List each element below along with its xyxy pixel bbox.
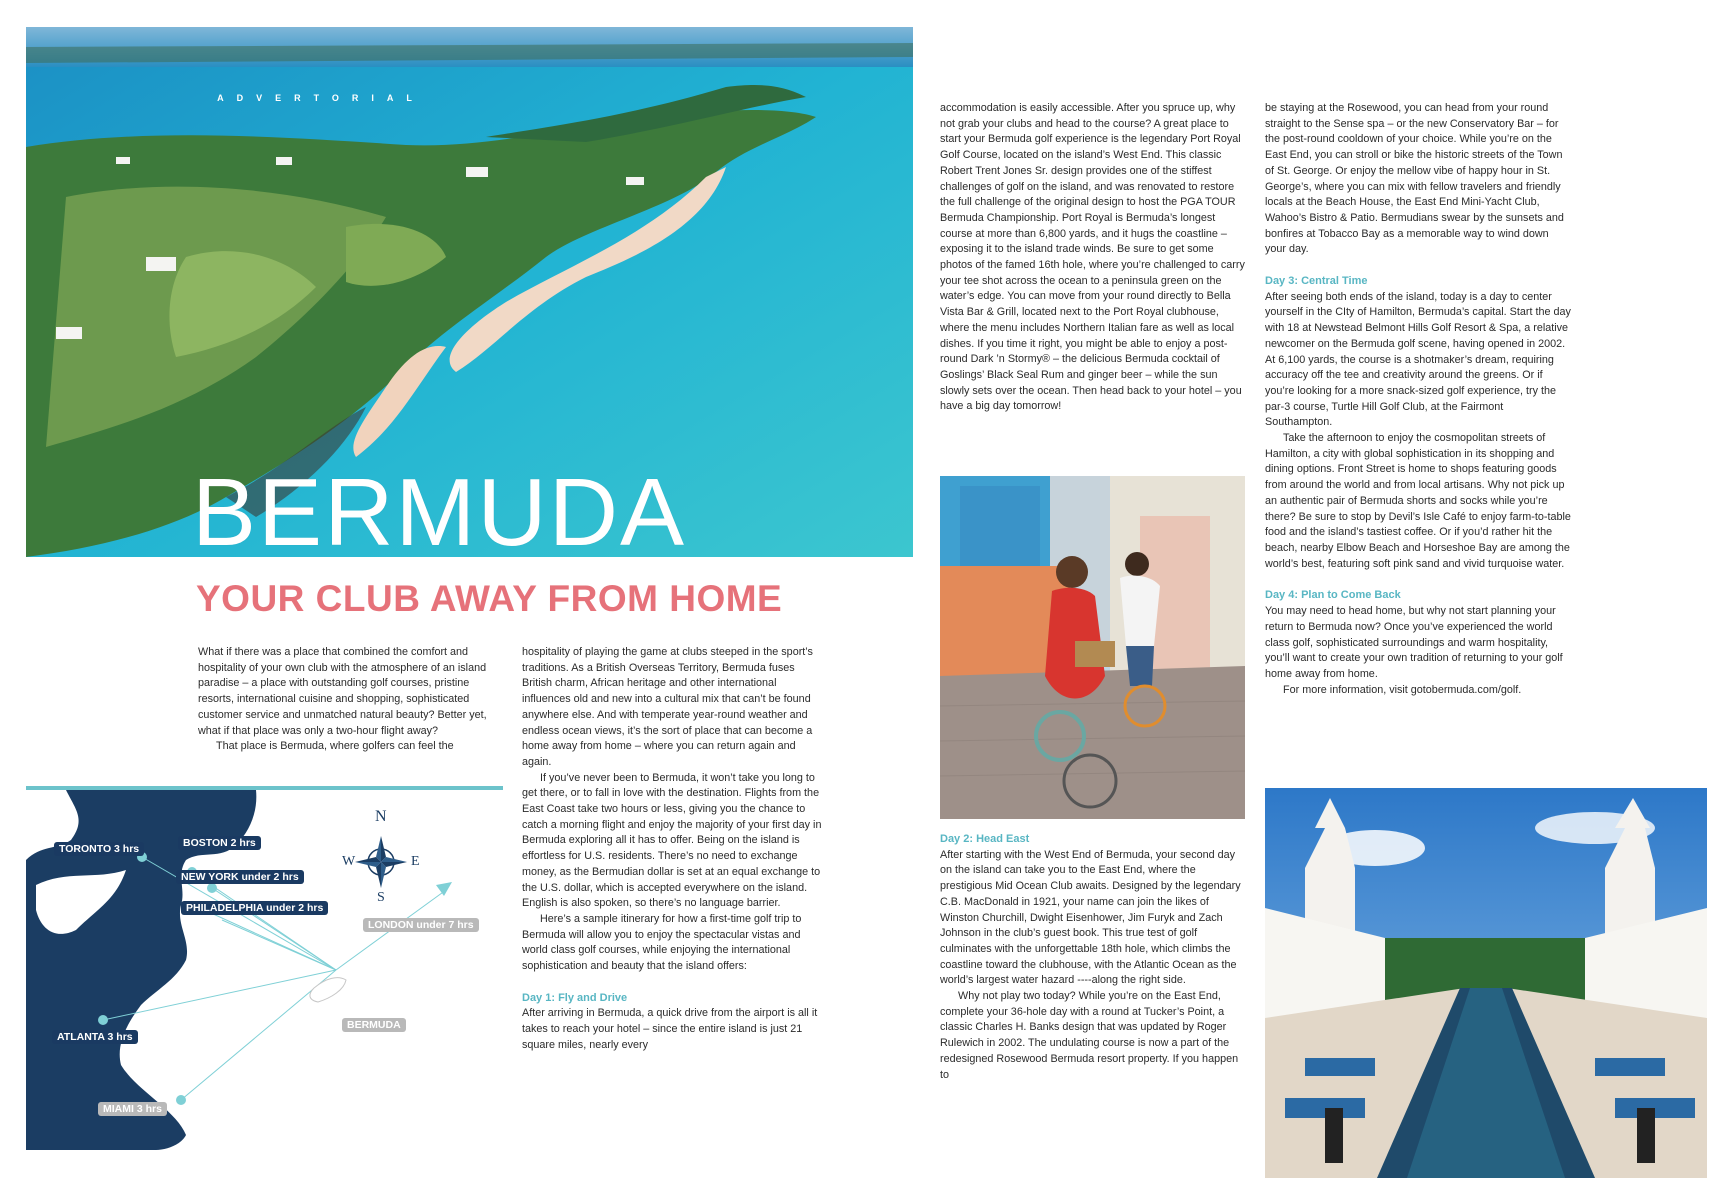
column4-paragraph-1: be staying at the Rosewood, you can head from your round straight to the Sense spa – or the new Conservatory Bar – for the post-round cooldown of your choice. While you’re on the East End, you can stroll or bike the historic streets of the Town of St. George. Or enjoy the mellow vibe of happy hour in St. George’s, where you can mix with fellow travelers and friendly locals at the Beach House, the East End Mini-Yacht Club, Wahoo’s Bistro & Patio. Bermudians swear by the sunsets and bonfires at Tobacco Bay as a memorable way to wind down your day. — [1265, 102, 1564, 256]
city-label-new-york: NEW YORK under 2 hrs — [176, 870, 304, 884]
advertorial-label: ADVERTORIAL — [217, 93, 425, 103]
intro-paragraph-2: That place is Bermuda, where golfers can feel the — [216, 740, 454, 753]
flight-times-map — [26, 790, 503, 1150]
day4-paragraph-1: You may need to head home, but why not start planning your return to Bermuda now? Once you’ve experienced the world class golf, sophisticated surroundings and warm hospitality, you’ll want to create your own tradition of returning to your golf home away from home. — [1265, 605, 1563, 680]
compass-east-label: E — [411, 854, 420, 869]
page-title: BERMUDA — [192, 459, 687, 557]
day3-paragraph-2: Take the afternoon to enjoy the cosmopolitan streets of Hamilton, a city with global sophistication in its shopping and dining options. Front Street is home to shops featuring goods from around the world and from local artisans. Why not pick up an authentic pair of Bermuda shorts and socks while you’re there? Be sure to stop by Devil’s Isle Café to enjoy farm-to-table food and the island’s tastiest coffee. Or if you’d rather hit the beach, nearby Elbow Beach and Horseshoe Bay are among the world’s best, featuring soft pink sand and vivid turquoise water. — [1265, 432, 1571, 570]
day4-paragraph-2: For more information, visit gotobermuda.com/golf. — [1283, 683, 1522, 696]
compass-west-label: W — [342, 854, 356, 869]
column-3-top — [940, 101, 1246, 415]
column-4 — [1265, 101, 1571, 698]
city-label-boston: BOSTON 2 hrs — [178, 836, 261, 850]
couple-cycling-photo — [940, 476, 1245, 819]
city-label-bermuda: BERMUDA — [342, 1018, 406, 1032]
column2-paragraph-3: Here’s a sample itinerary for how a first-time golf trip to Bermuda will allow you to enjoy the spectacular vistas and world class golf courses, while enjoying the international sophistication and beauty that the island offers: — [522, 912, 802, 973]
column3-paragraph-1: accommodation is easily accessible. After you spruce up, why not grab your clubs and head to the course? A great place to start your Bermuda golf experience is the legendary Port Royal Golf Course, located on the island’s West End. This classic Robert Trent Jones Sr. design provides one of the stiffest challenges of golf on the island, and was renovated to restore the full challenge of the original design to host the PGA TOUR Bermuda Championship. Port Royal is Bermuda’s longest course at more than 6,800 yards, and it hugs the coastline – exposing it to the island trade winds. Be sure to get some photos of the famed 16th hole, where you’re challenged to carry your tee shot across the ocean to a peninsula green on the water’s edge. You can move from your round directly to Bella Vista Bar & Grill, located next to the Port Royal clubhouse, where the menu includes Northern Italian fare as well as local dishes. If you time it right, you might be able to enjoy a post-round Dark ’n Stormy® – the delicious Bermuda cocktail of Goslings’ Black Seal Rum and ginger beer – while the sun slowly sets over the ocean. Then head back to your hotel – you have a big day tomorrow! — [940, 102, 1245, 413]
compass-south-label: S — [377, 890, 385, 905]
day2-paragraph-2: Why not play two today? While you’re on the East End, complete your 36-hole day with a round at Tucker’s Point, a classic Charles H. Banks design that was updated by Roger Rulewich in 2002. The undulating course is now a part of the redesigned Rosewood Bermuda resort property. If you happen to — [940, 990, 1239, 1081]
intro-column — [198, 645, 498, 755]
city-label-atlanta: ATLANTA 3 hrs — [52, 1030, 138, 1044]
hero-aerial-photo — [26, 27, 913, 557]
column2-paragraph-2: If you’ve never been to Bermuda, it won’t take you long to get there, or to fall in love with the destination. Flights from the East Coast take two hours or less, giving you the chance to catch a morning flight and enjoy the majority of your first day in Bermuda exploring all it has to offer. Being on the island is effortless for U.S. residents. There’s no need to exchange money, as the Bermudian dollar is set at an equal exchange to the U.S. dollar, which is accepted everywhere on the island. English is also spoken, so there’s no language barrier. — [522, 771, 822, 910]
column2-paragraph-1: hospitality of playing the game at clubs steeped in the sport’s traditions. As a British Overseas Territory, Bermuda fuses British charm, African heritage and other international influences old and new into a cultural mix that can’t be found anywhere else. And with temperate year-round weather and endless ocean views, it’s the sort of place that can become a home away from home – where you can return again and again. — [522, 646, 813, 768]
column-3-bottom — [940, 832, 1246, 1083]
intro-paragraph-1: What if there was a place that combined the comfort and hospitality of your own club with the atmosphere of an island paradise – a place with outstanding golf courses, pristine resorts, international cuisine and shopping, sophisticated customer service and unmatched natural beauty? Better yet, what if that place was only a two-hour flight away? — [198, 646, 487, 737]
subtitle: YOUR CLUB AWAY FROM HOME — [196, 578, 783, 619]
city-label-toronto: TORONTO 3 hrs — [54, 842, 144, 856]
resort-pool-photo — [1265, 788, 1707, 1178]
day2-paragraph-1: After starting with the West End of Bermuda, your second day on the island can take you to the East End, where the prestigious Mid Ocean Club awaits. Designed by the legendary C.B. MacDonald in 1921, your name can join the likes of Winston Churchill, Dwight Eisenhower, Jim Furyk and Zach Johnson in the club’s guest book. This true test of golf culminates with the unforgettable 18th hole, which climbs the coastline toward the clubhouse, with the Atlantic Ocean as the world’s largest water hazard ----along the right side. — [940, 848, 1241, 987]
city-label-london: LONDON under 7 hrs — [363, 918, 479, 932]
column-2 — [522, 645, 827, 1054]
day1-paragraph: After arriving in Bermuda, a quick drive from the airport is all it takes to reach your hotel – since the entire island is just 21 square miles, nearly every — [522, 1007, 818, 1051]
day3-heading: Day 3: Central Time — [1265, 275, 1368, 288]
day4-heading: Day 4: Plan to Come Back — [1265, 589, 1401, 602]
day1-heading: Day 1: Fly and Drive — [522, 991, 628, 1004]
day2-heading: Day 2: Head East — [940, 833, 1030, 845]
city-label-philadelphia: PHILADELPHIA under 2 hrs — [181, 901, 328, 915]
city-label-miami: MIAMI 3 hrs — [98, 1102, 167, 1116]
compass-north-label: N — [375, 808, 387, 825]
day3-paragraph-1: After seeing both ends of the island, today is a day to center yourself in the CIty of Hamilton, Bermuda’s capital. Start the day with 18 at Newstead Belmont Hills Golf Resort & Spa, a relative newcomer on the Bermuda golf scene, having opened in 2002. At 6,100 yards, the course is a shotmaker’s dream, requiring accuracy off the tee and creativity around the greens. Or if you’re looking for a more snack-sized golf experience, try the par-3 course, Turtle Hill Golf Club, at the Fairmont Southampton. — [1265, 290, 1571, 429]
